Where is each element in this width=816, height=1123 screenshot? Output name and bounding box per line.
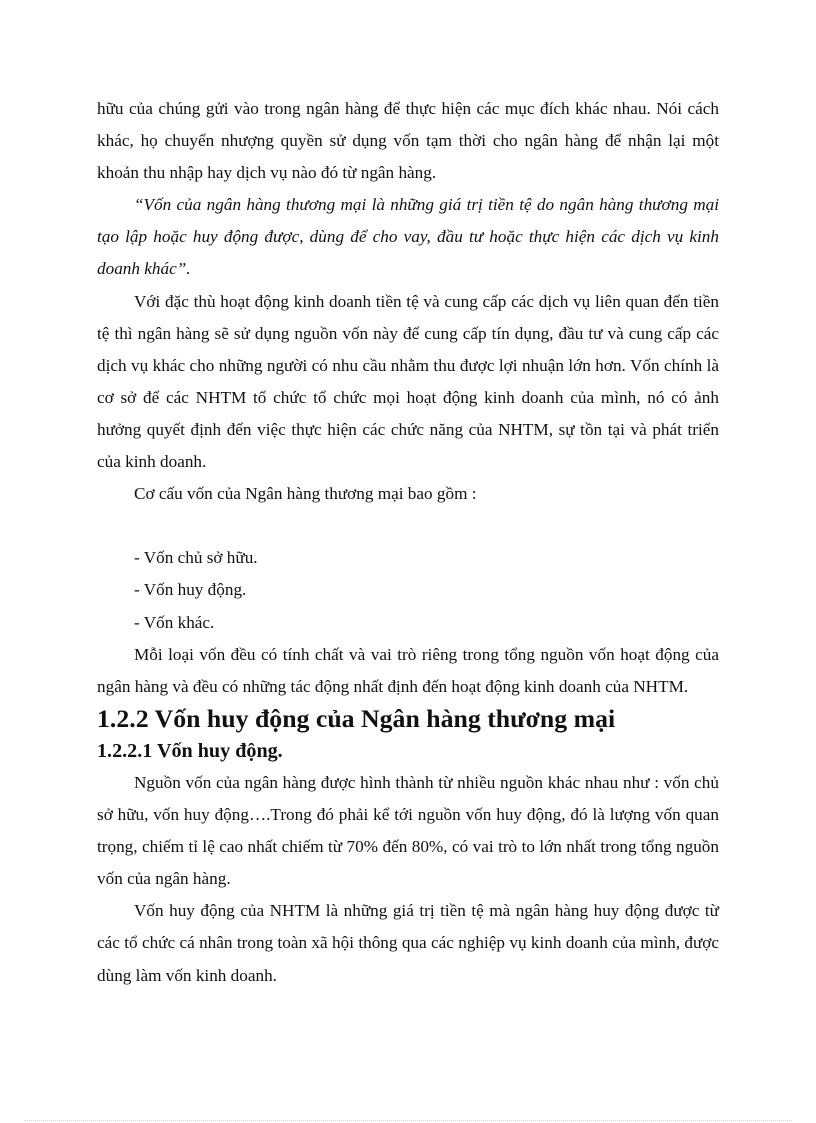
list-item-mobilized-capital: - Vốn huy động. [134, 580, 247, 600]
list-item-other-capital: - Vốn khác. [134, 612, 215, 632]
page-bottom-divider [24, 1120, 792, 1121]
paragraph-mobilized-capital-definition: Vốn huy động của NHTM là những giá trị tiền tệ mà ngân hàng huy động được từ các tổ chức cá nhân trong toàn xã hội thông qua các nghiệp vụ kinh doanh của mình, được dùng làm vốn kinh doanh. [97, 901, 719, 985]
section-heading-1-2-2: 1.2.2 Vốn huy động của Ngân hàng thương mại [97, 703, 616, 733]
blank-line [97, 510, 719, 542]
paragraph-capital-roles: Mỗi loại vốn đều có tính chất và vai trò riêng trong tổng nguồn vốn hoạt động của ngân hàng và đều có những tác động nhất định đến hoạt động kinh doanh của NHTM. [97, 644, 719, 696]
paragraph-capital-sources: Nguồn vốn của ngân hàng được hình thành từ nhiều nguồn khác nhau như : vốn chủ sở hữu, vốn huy động….Trong đó phải kể tới nguồn vốn huy động, đó là lượng vốn quan trọng, chiếm tỉ lệ cao nhất chiếm từ 70% đến 80%, có vai trò to lớn nhất trong tổng nguồn vốn của ngân hàng. [97, 772, 719, 889]
subsection-heading-1-2-2-1: 1.2.2.1 Vốn huy động. [97, 739, 283, 762]
list-item-owner-capital: - Vốn chủ sở hữu. [134, 548, 258, 568]
paragraph-capital-structure: Cơ cấu vốn của Ngân hàng thương mại bao gồm : [134, 484, 477, 504]
paragraph-business-activity: Với đặc thù hoạt động kinh doanh tiền tệ và cung cấp các dịch vụ liên quan đến tiền tệ thì ngân hàng sẽ sử dụng nguồn vốn này để cung cấp tín dụng, đầu tư và cung cấp các dịch vụ khác cho những người có nhu cầu nhằm thu được lợi nhuận lớn hơn. Vốn chính là cơ sở để các NHTM tổ chức tổ chức mọi hoạt động kinh doanh của mình, nó có ảnh hưởng quyết định đến việc thực hiện các chức năng của NHTM, sự tồn tại và phát triển của kinh doanh. [97, 291, 719, 472]
document-page [97, 93, 719, 992]
paragraph-continuation: hữu của chúng gửi vào trong ngân hàng để thực hiện các mục đích khác nhau. Nói cách khác, họ chuyển nhượng quyền sử dụng vốn tạm thời cho ngân hàng để nhận lại một khoản thu nhập hay dịch vụ nào đó từ ngân hàng. [97, 99, 719, 183]
quote-definition: “Vốn của ngân hàng thương mại là những giá trị tiền tệ do ngân hàng thương mại tạo lập hoặc huy động được, dùng để cho vay, đầu tư hoặc thực hiện các dịch vụ kinh doanh khác”. [97, 195, 719, 279]
